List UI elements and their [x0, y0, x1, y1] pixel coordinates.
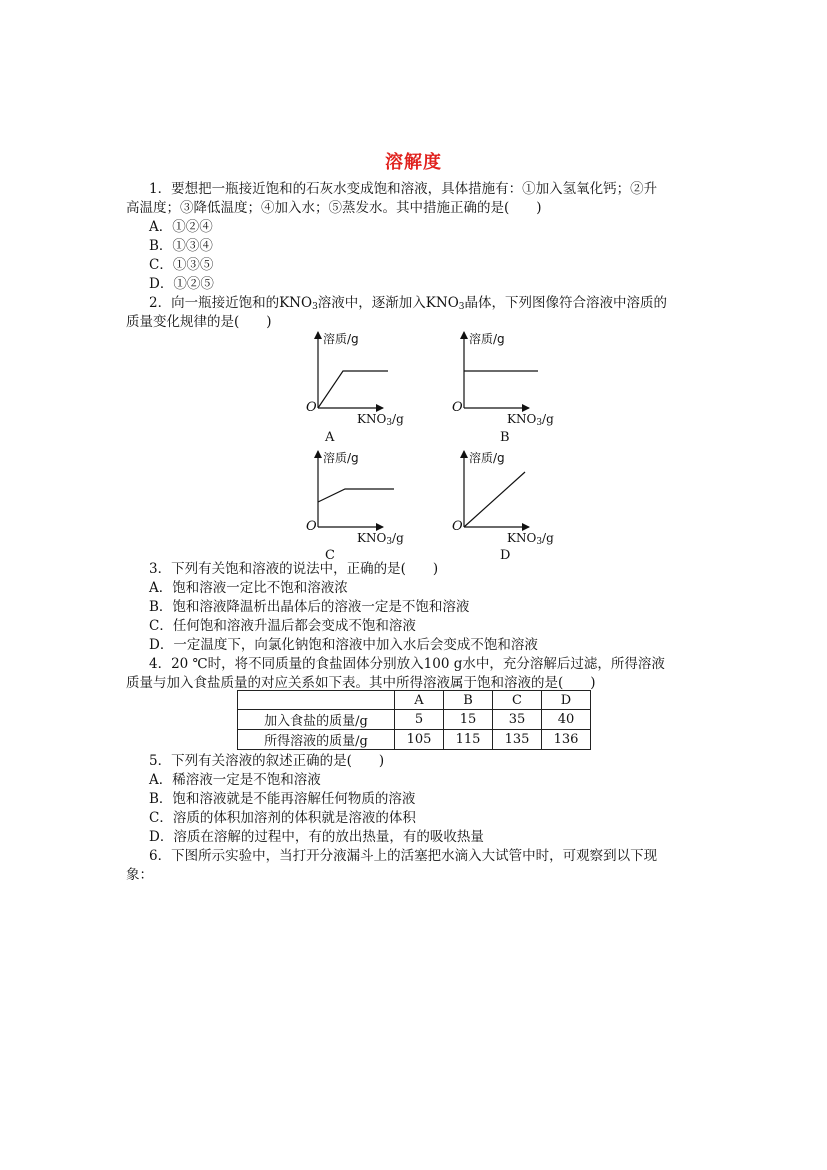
graph-a — [305, 328, 455, 446]
graph-d — [451, 447, 601, 565]
table-cell: 115 — [444, 730, 493, 750]
origin-label: O — [452, 519, 463, 534]
q3-option-d: D．一定温度下，向氯化钠饱和溶液中加入水后会变成不饱和溶液 — [149, 637, 538, 653]
q3-option-a: A．饱和溶液一定比不饱和溶液浓 — [149, 580, 348, 596]
table-cell: 15 — [444, 710, 493, 730]
q1-option-b: B．①③④ — [149, 238, 213, 254]
table-cell: 所得溶液的质量/g — [238, 730, 395, 750]
y-axis-label: 溶质/g — [469, 451, 505, 465]
x-axis-label: $KNO_3/g$ — [507, 412, 554, 428]
table-header-cell: A — [395, 691, 444, 710]
origin-label: O — [306, 519, 317, 534]
q2-subscript: 3 — [458, 302, 465, 312]
table-cell: 加入食盐的质量/g — [238, 710, 395, 730]
table-header-cell: D — [542, 691, 591, 710]
q2-subscript: 3 — [312, 302, 318, 312]
q5-option-b: B．饱和溶液就是不能再溶解任何物质的溶液 — [149, 791, 416, 807]
q1-option-a: A．①②④ — [149, 219, 213, 235]
q5-option-c: C．溶质的体积加溶剂的体积就是溶液的体积 — [149, 810, 416, 826]
curve-c — [318, 489, 394, 502]
origin-label: O — [452, 400, 463, 415]
graph-label: B — [500, 430, 510, 445]
q3-option-c: C．任何饱和溶液升温后都会变成不饱和溶液 — [149, 618, 416, 634]
table-cell: 35 — [493, 710, 542, 730]
table-cell: 40 — [542, 710, 591, 730]
y-axis-label: 溶质/g — [323, 332, 359, 346]
table-cell: 5 — [395, 710, 444, 730]
q2-stem-line2: 质量变化规律的是( ) — [126, 314, 272, 330]
q1-stem-line2: 高温度；③降低温度；④加入水；⑤蒸发水。其中措施正确的是( ) — [126, 200, 542, 216]
origin-label: O — [306, 400, 317, 415]
curve-d — [464, 472, 525, 527]
q1-option-d: D．①②⑤ — [149, 276, 214, 292]
curve-a — [318, 371, 388, 408]
y-axis-label: 溶质/g — [469, 332, 505, 346]
table-row — [238, 730, 591, 750]
table-row — [238, 710, 591, 730]
graph-c — [305, 447, 455, 565]
q2-stem-part-a: 2．向一瓶接近饱和的KNO — [149, 295, 313, 311]
salt-mass-table — [237, 690, 591, 750]
q2-stem-line1 — [149, 294, 667, 313]
graph-label: D — [500, 548, 511, 563]
graph-label: A — [325, 430, 335, 445]
q1-stem-line1: 1．要想把一瓶接近饱和的石灰水变成饱和溶液，具体措施有：①加入氢氧化钙；②升 — [149, 181, 658, 197]
table-header-cell — [238, 691, 395, 710]
x-axis-label: $KNO_3/g$ — [507, 531, 554, 547]
q6-stem-line1: 6．下图所示实验中，当打开分液漏斗上的活塞把水滴入大试管中时，可观察到以下现 — [149, 848, 658, 864]
table-header-row — [238, 691, 591, 710]
page-title: 溶解度 — [385, 152, 442, 173]
q3-stem: 3．下列有关饱和溶液的说法中，正确的是( ) — [149, 561, 439, 577]
q3-option-b: B．饱和溶液降温析出晶体后的溶液一定是不饱和溶液 — [149, 599, 470, 615]
x-axis-label: $KNO_3/g$ — [357, 531, 404, 547]
y-axis-label: 溶质/g — [323, 451, 359, 465]
table-cell: 136 — [542, 730, 591, 750]
q4-stem-line2: 质量与加入食盐质量的对应关系如下表。其中所得溶液属于饱和溶液的是( ) — [126, 675, 596, 691]
graph-label: C — [325, 548, 335, 563]
table-cell: 135 — [493, 730, 542, 750]
q5-option-d: D．溶质在溶解的过程中，有的放出热量，有的吸收热量 — [149, 829, 484, 845]
q2-stem-part-b: 溶液中，逐渐加入KNO — [317, 295, 459, 311]
table-header-cell: C — [493, 691, 542, 710]
q5-option-a: A．稀溶液一定是不饱和溶液 — [149, 772, 321, 788]
q6-stem-line2: 象： — [126, 867, 153, 883]
x-axis-label: $KNO_3/g$ — [357, 412, 404, 428]
table-cell: 105 — [395, 730, 444, 750]
q1-option-c: C．①③⑤ — [149, 257, 214, 273]
graph-b — [451, 328, 601, 446]
table-header-cell: B — [444, 691, 493, 710]
q4-stem-line1: 4．20 ℃时，将不同质量的食盐固体分别放入100 g水中，充分溶解后过滤，所得溶液 — [149, 656, 665, 672]
q5-stem: 5．下列有关溶液的叙述正确的是( ) — [149, 753, 385, 769]
q2-stem-part-c: 晶体，下列图像符合溶液中溶质的 — [464, 295, 667, 311]
